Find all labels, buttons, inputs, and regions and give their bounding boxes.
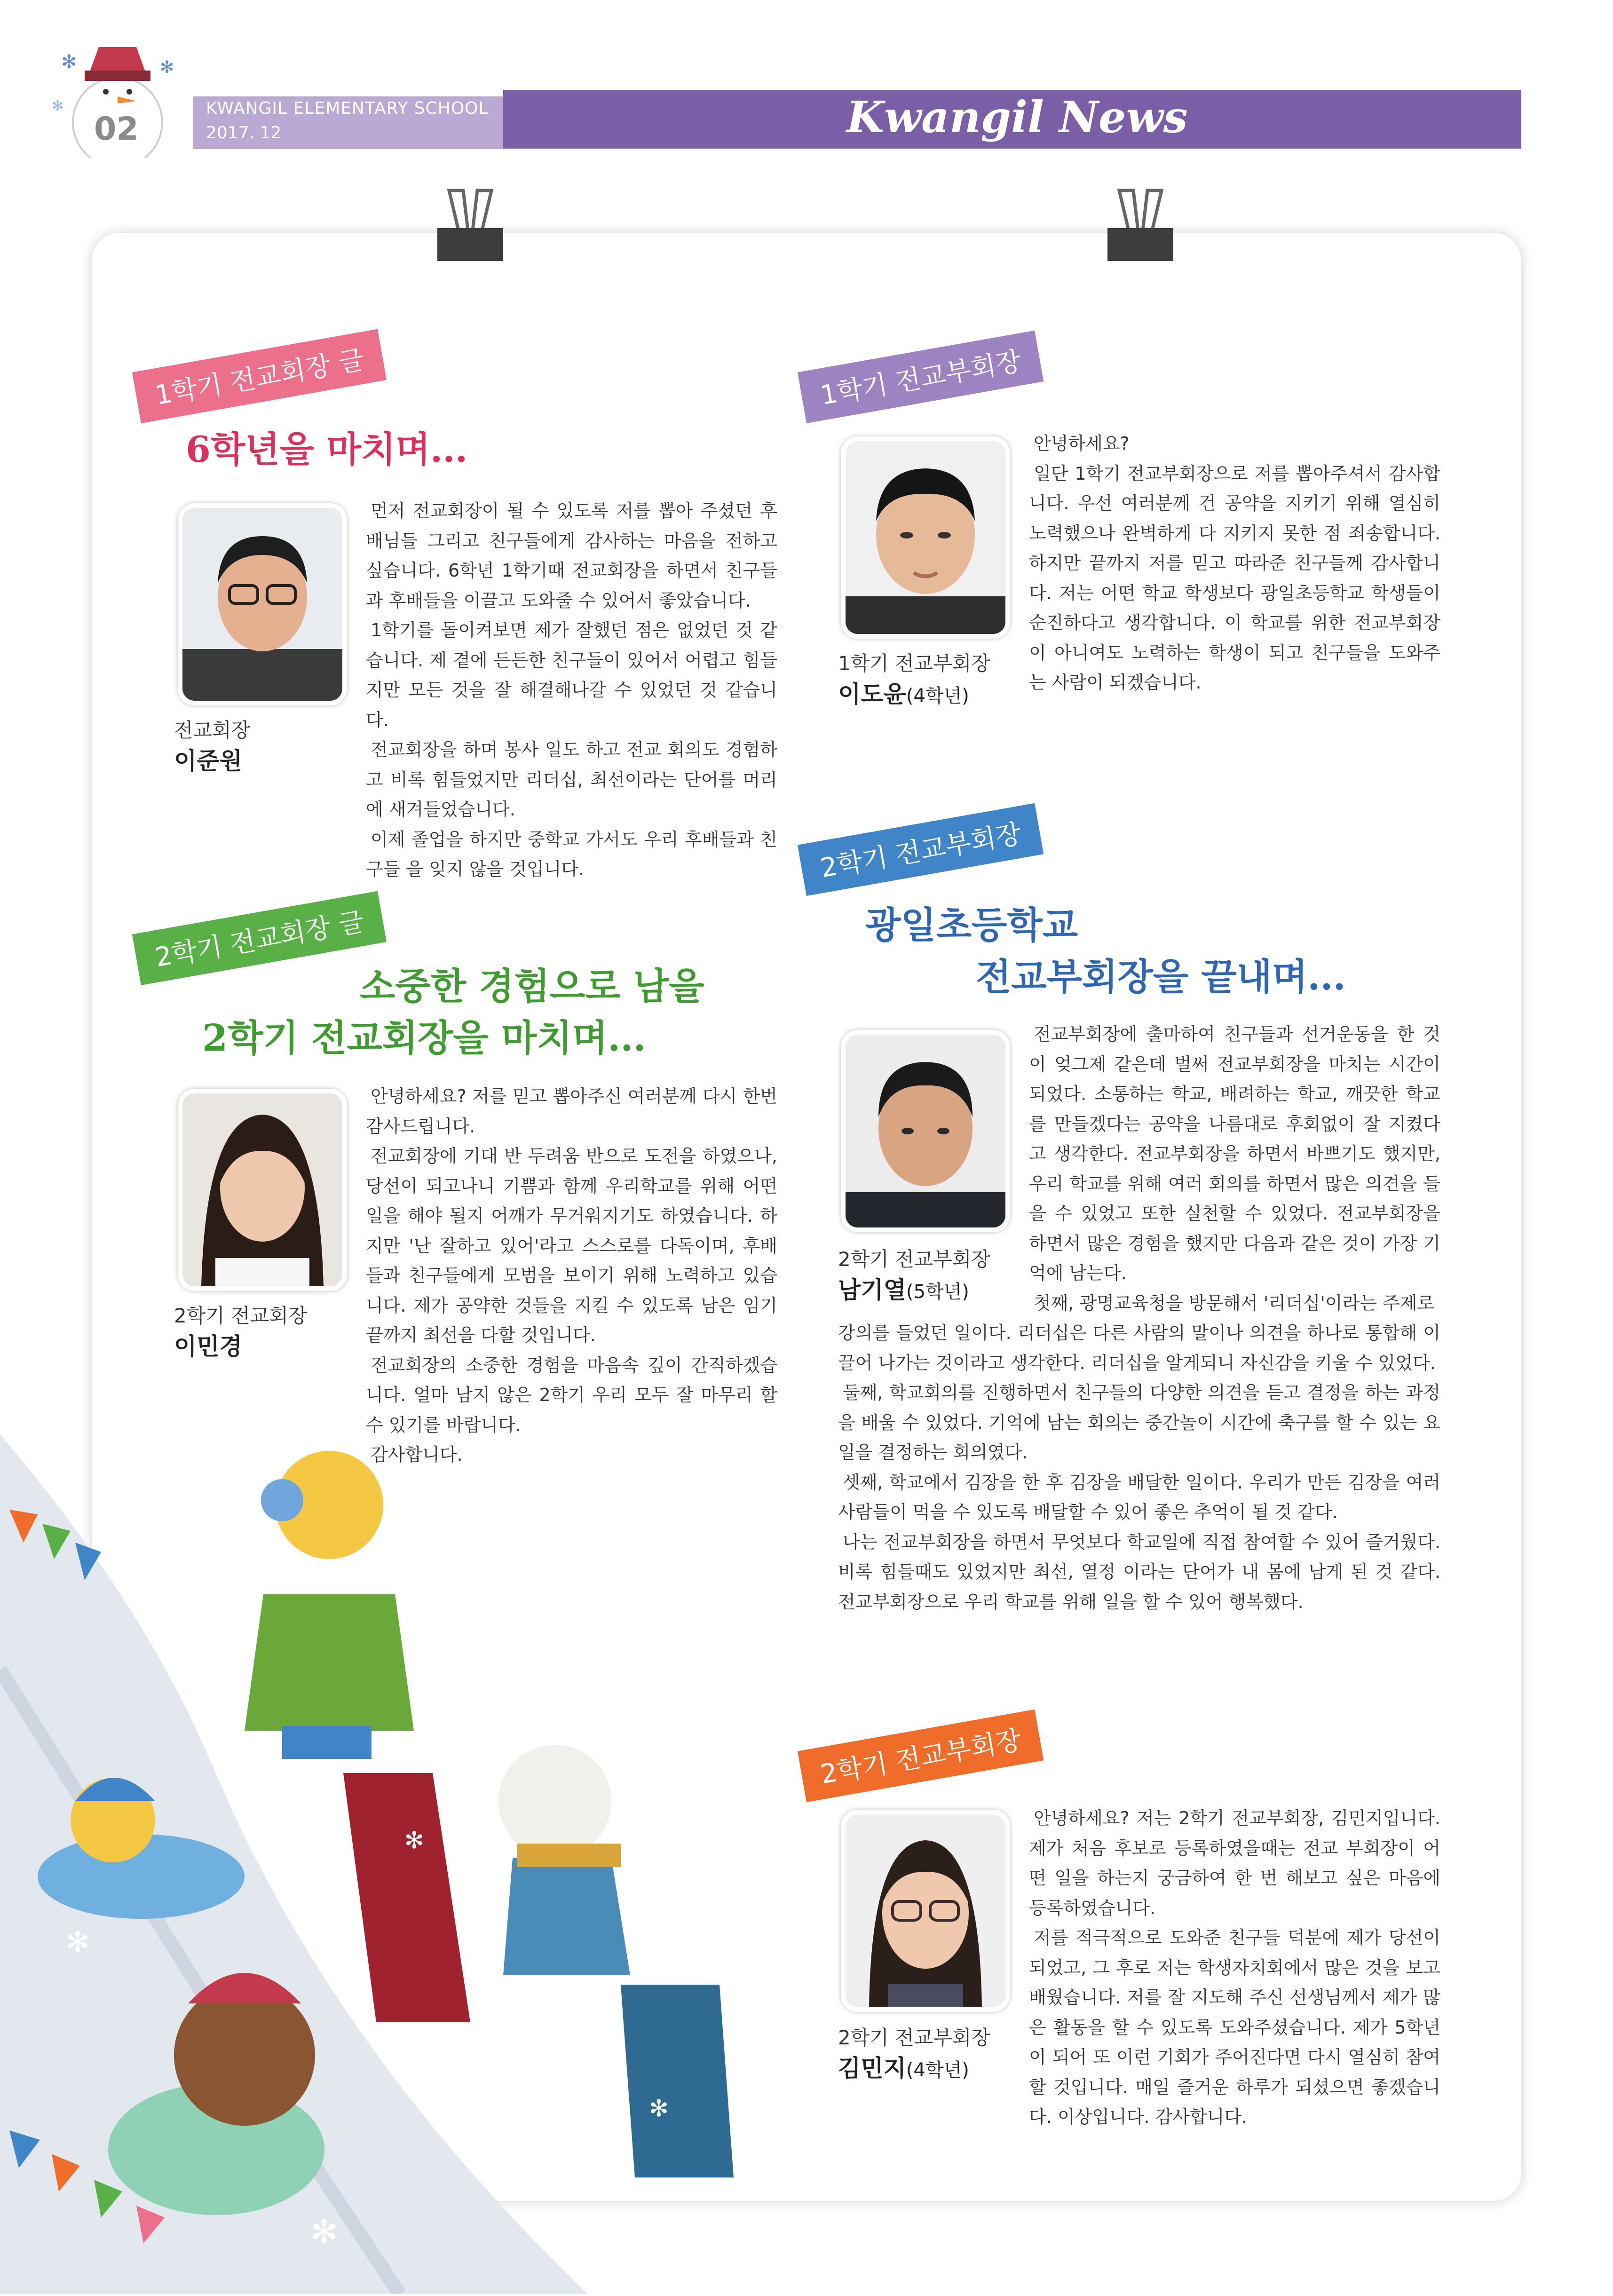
paragraph: 1학기를 돌이켜보면 제가 잘했던 점은 없었던 것 같습니다. 제 곁에 든든한 친구들이 있어서 어렵고 힘들지만 모든 것을 잘 해결해나갈 수 있었던 것 같습니다. <box>366 620 777 730</box>
body-s2 <box>1029 429 1440 698</box>
name-s2 <box>838 675 969 709</box>
issue-date: 2017. 12 <box>206 123 282 143</box>
section-tag-s3: 2학기 전교회장 글 <box>132 891 387 985</box>
winter-sledding-illustration <box>0 1434 799 2294</box>
name-text: 김민지 <box>838 2055 906 2082</box>
paragraph: 저를 적극적으로 도와준 친구들 덕분에 제가 당선이 되었고, 그 후로 저는 학생자치회에서 많은 것을 보고 배웠습니다. 저를 잘 지도해 주신 선생님께서 제가 많은 활동을 할 수 있도록 도와주셨습니다. 제가 5학년이 되어 또 이런 기회가 주어진다면 다시 열심히 참여할 것입니다. 매일 즐거운 하루가 되셨으면 좋겠습니다. 이상입니다. 감사합니다. <box>1029 1927 1440 2127</box>
svg-text:✻: ✻ <box>61 51 77 73</box>
paragraph: 먼저 전교회장이 될 수 있도록 저를 뽑아 주셨던 후배님들 그리고 친구들에게 감사하는 마음을 전하고 싶습니다. 6학년 1학기때 전교회장을 하면서 친구들과 후배들을 이끌고 도와줄 수 있어서 좋았습니다. <box>366 500 777 611</box>
paragraph: 전교회장에 기대 반 두려움 반으로 도전을 하였으나, 당선이 되고나니 기쁨과 함께 우리학교를 위해 어떤 일을 해야 될지 어깨가 무거워지기도 하였습니다. 하지만 '난 잘하고 있어'라고 스스로를 다독이며, 후배들과 친구들에게 모범을 보이기 위해 노력하고 있습니다. 제가 공약한 것들을 지킬 수 있도록 남은 임기 끝까지 최선을 다할 것입니다. <box>366 1146 777 1346</box>
grade-text: (5학년) <box>906 1281 969 1303</box>
name-s5 <box>838 2050 969 2083</box>
section-tag-s1: 1학기 전교회장 글 <box>132 329 387 423</box>
body-s4-wide <box>838 1318 1440 1617</box>
headline-s3-line1: 소중한 경험으로 남을 <box>360 965 704 1008</box>
binder-clip-right-icon <box>1105 186 1176 261</box>
grade-text: (4학년) <box>906 2059 969 2081</box>
role-s1: 전교회장 <box>174 719 251 742</box>
paragraph: 안녕하세요? 저는 2학기 전교부회장, 김민지입니다. 제가 처음 후보로 등록하였을때는 전교 부회장이 어떤 일을 하는지 궁금하여 한 번 해보고 싶은 마음에 등록하였습니다. <box>1029 1808 1440 1918</box>
body-s5 <box>1029 1804 1440 2132</box>
name-s3: 이민경 <box>174 1333 242 1360</box>
body-s4-narrow <box>1029 1020 1440 1318</box>
svg-text:✻: ✻ <box>66 1926 90 1959</box>
photo-s2 <box>841 436 1010 639</box>
paragraph: 안녕하세요? <box>1034 433 1130 454</box>
paragraph: 일단 1학기 전교부회장으로 저를 뽑아주셔서 감사합니다. 우선 여러분께 건 공약을 지키기 위해 열심히 노력했으나 완벽하게 다 지키지 못한 점 죄송합니다. 하지만 끝까지 저를 믿고 따라준 친구들께 감사합니다. 저는 어떤 학교 학생보다 광일초등학교 학생들이 순진하다고 생각합니다. 이 학교를 위한 전교부회장이 아니여도 노력하는 학생이 되고 친구들을 도와주는 사람이 되겠습니다. <box>1029 463 1440 693</box>
section-tag-s2: 1학기 전교부회장 <box>798 331 1044 423</box>
name-s1: 이준원 <box>174 747 242 775</box>
headline-s4-line2: 전교부회장을 끝내며... <box>976 956 1346 998</box>
paragraph: 이제 졸업을 하지만 중학교 가서도 우리 후배들과 친구들 을 잊지 않을 것입니다. <box>366 829 777 879</box>
svg-text:✻: ✻ <box>52 98 64 114</box>
name-text: 이도윤 <box>838 681 906 708</box>
paragraph: 감사합니다. <box>371 1444 463 1465</box>
section-tag-s4: 2학기 전교부회장 <box>798 803 1044 896</box>
svg-text:✻: ✻ <box>404 1827 424 1854</box>
body-s1 <box>366 496 777 885</box>
role-s5: 2학기 전교부회장 <box>838 2026 991 2049</box>
paragraph: 전교회장의 소중한 경험을 마음속 깊이 간직하겠습니다. 얼마 남지 않은 2학기 우리 모두 잘 마무리 할 수 있기를 바랍니다. <box>366 1354 777 1435</box>
photo-s4 <box>841 1030 1010 1232</box>
paragraph: 첫째, 광명교육청을 방문해서 '리더십'이라는 주제로 <box>1034 1292 1435 1314</box>
name-s4 <box>838 1271 969 1305</box>
paragraph: 전교부회장에 출마하여 친구들과 선거운동을 한 것이 엊그제 같은데 벌써 전교부회장을 마치는 시간이 되었다. 소통하는 학교, 배려하는 학교, 깨끗한 학교를 만들겠다는 공약을 나름대로 후회없이 잘 지켰다고 생각한다. 전교부회장을 하면서 바쁘기도 했지만, 우리 학교를 위해 여러 회의를 하면서 많은 의견을 들을 수 있었고 또한 실천할 수 있었다. 전교부회장을 하면서 많은 경험을 했지만 다음과 같은 것이 가장 기억에 남는다. <box>1029 1024 1440 1283</box>
svg-text:✻: ✻ <box>160 58 174 77</box>
name-text: 남기열 <box>838 1276 906 1304</box>
photo-s3 <box>178 1089 347 1291</box>
paragraph: 전교회장을 하며 봉사 일도 하고 전교 회의도 경험하고 비록 힘들었지만 리더십, 최선이라는 단어를 머리에 새겨들었습니다. <box>366 739 777 820</box>
paragraph: 강의를 들었던 일이다. 리더십은 다른 사람의 말이나 의견을 하나로 통합해 이끌어 나가는 것이라고 생각한다. 리더십을 알게되니 자신감을 키울 수 있었다. <box>838 1322 1440 1373</box>
photo-s1 <box>178 503 347 705</box>
headline-s3-line2: 2학기 전교회장을 마치며... <box>202 1017 646 1060</box>
role-s2: 1학기 전교부회장 <box>838 652 991 675</box>
paragraph: 둘째, 학교회의를 진행하면서 친구들의 다양한 의견을 듣고 결정을 하는 과정을 배울 수 있었다. 기억에 남는 회의는 중간놀이 시간에 축구를 할 수 있는 요일을 결정하는 회의였다. <box>838 1382 1440 1463</box>
role-s3: 2학기 전교회장 <box>174 1304 308 1327</box>
grade-text: (4학년) <box>906 685 969 707</box>
binder-clip-left-icon <box>435 186 506 261</box>
svg-text:✻: ✻ <box>649 2095 669 2122</box>
school-name: KWANGIL ELEMENTARY SCHOOL <box>206 99 489 118</box>
paragraph: 나는 전교부회장을 하면서 무엇보다 학교일에 직접 참여할 수 있어 즐거웠다. 비록 힘들때도 있었지만 최선, 열정 이라는 단어가 내 몸에 남게 된 것 같다. 전교부회장으로 우리 학교를 위해 일을 할 수 있어 행복했다. <box>838 1531 1440 1612</box>
photo-s5 <box>841 1810 1010 2012</box>
svg-text:✻: ✻ <box>310 2213 338 2251</box>
headline-s4-line1: 광일초등학교 <box>865 904 1078 947</box>
section-tag-s5: 2학기 전교부회장 <box>798 1710 1044 1802</box>
paragraph: 안녕하세요? 저를 믿고 뽑아주신 여러분께 다시 한번 감사드립니다. <box>366 1086 777 1137</box>
role-s4: 2학기 전교부회장 <box>838 1248 991 1271</box>
headline-s1: 6학년을 마치며... <box>186 428 468 470</box>
page-number: 02 <box>94 111 139 148</box>
masthead-title: Kwangil News <box>846 92 1188 143</box>
paragraph: 셋째, 학교에서 김장을 한 후 김장을 배달한 일이다. 우리가 만든 김장을 여러 사람들이 먹을 수 있도록 배달할 수 있어 좋은 추억이 될 것 같다. <box>838 1472 1440 1522</box>
body-s3 <box>366 1082 777 1470</box>
